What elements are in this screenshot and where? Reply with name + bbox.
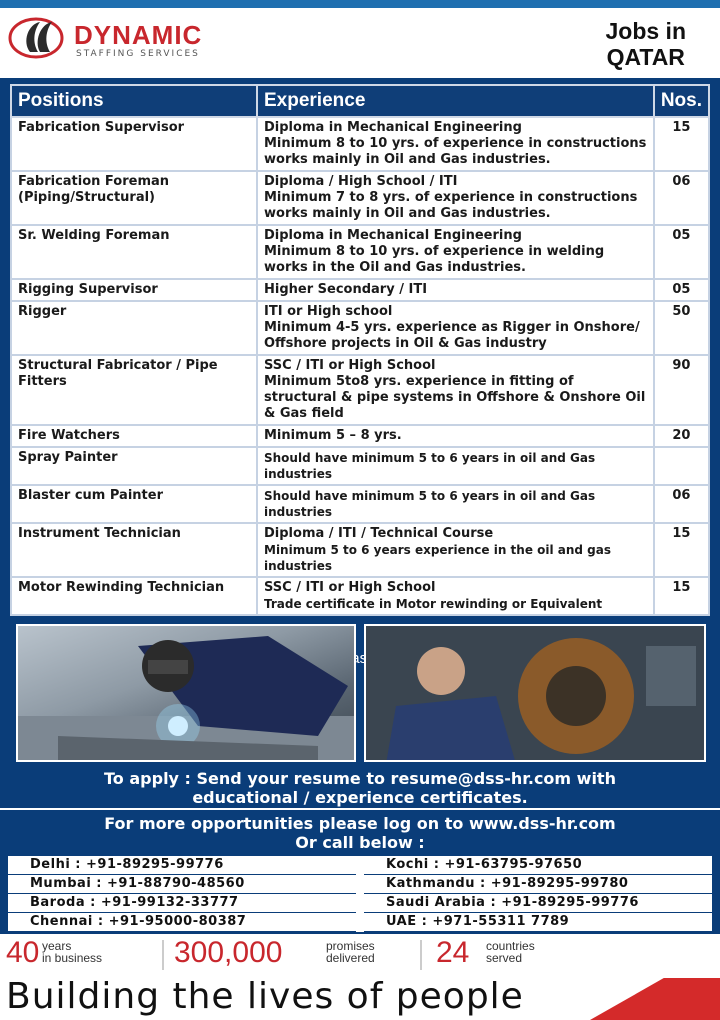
table-row [11, 301, 709, 355]
technician-photo [364, 624, 706, 762]
table-row [11, 425, 709, 447]
experience-qualification: Should have minimum 5 to 6 years in oil and Gas industries [264, 451, 596, 481]
experience-qualification: SSC / ITI or High School [264, 358, 436, 373]
jobs-title-line1: Jobs in [605, 18, 686, 44]
experience-detail: Minimum 8 to 10 yrs. of experience in constructions works mainly in Oil and Gas industries. [264, 136, 647, 167]
stat-divider [162, 940, 164, 970]
stat-countries-label-b: served [486, 951, 523, 965]
contact-chennai: Chennai : +91-95000-80387 [8, 913, 356, 932]
nos-cell: 15 [654, 577, 709, 615]
table-row [11, 225, 709, 279]
apply-line1: To apply : Send your resume to resume@dss-hr.com with [104, 769, 616, 788]
position-cell: Fabrication Supervisor [11, 117, 257, 171]
contacts-left [8, 856, 356, 932]
nos-cell: 90 [654, 355, 709, 425]
experience-qualification: Should have minimum 5 to 6 years in oil and Gas industries [264, 489, 596, 519]
table-row [11, 447, 709, 485]
stat-promises-label-b: delivered [326, 951, 375, 965]
experience-qualification: ITI or High school [264, 304, 393, 319]
experience-cell [257, 225, 654, 279]
nos-cell: 15 [654, 523, 709, 577]
experience-qualification: Diploma in Mechanical Engineering [264, 120, 522, 135]
welder-illustration [18, 626, 356, 762]
apply-banner [0, 768, 720, 808]
experience-detail: Minimum 5to8 yrs. experience in fitting of structural & pipe systems in Offshore & Onshore Oil & Gas field [264, 374, 646, 421]
stat-years-label [42, 940, 102, 964]
logo-subtitle: STAFFING SERVICES [76, 49, 200, 59]
table-header-row [11, 85, 709, 117]
welder-photo [16, 624, 356, 762]
logo-mark-icon [8, 16, 70, 60]
position-cell: Rigging Supervisor [11, 279, 257, 301]
experience-cell [257, 523, 654, 577]
fg-tech-text: as [351, 650, 368, 667]
position-cell: Spray Painter [11, 447, 257, 485]
jobs-location-title [605, 18, 686, 70]
experience-detail: Minimum 4-5 yrs. experience as Rigger in Onshore/ Offshore projects in Oil & Gas industry [264, 320, 640, 351]
experience-cell [257, 171, 654, 225]
experience-cell [257, 355, 654, 425]
stat-years-label-a: years [42, 939, 72, 953]
contacts-grid [8, 856, 712, 932]
header [0, 8, 720, 78]
tagline: Building the lives of people [6, 976, 524, 1017]
contact-delhi: Delhi : +91-89295-99776 [8, 856, 356, 875]
experience-qualification: Higher Secondary / ITI [264, 282, 428, 297]
experience-detail: Minimum 8 to 10 yrs. of experience in welding works in the Oil and Gas industries. [264, 244, 605, 275]
header-nos: Nos. [654, 85, 709, 117]
more-title [0, 810, 720, 852]
nos-cell: 06 [654, 485, 709, 523]
stat-years-number: 40 [6, 936, 40, 969]
nos-cell [654, 447, 709, 485]
nos-cell: 50 [654, 301, 709, 355]
position-cell: Fire Watchers [11, 425, 257, 447]
contact-saudi-arabia: Saudi Arabia : +91-89295-99776 [364, 894, 712, 913]
table-row [11, 577, 709, 615]
nos-cell: 05 [654, 225, 709, 279]
contact-kochi: Kochi : +91-63795-97650 [364, 856, 712, 875]
experience-qualification: Diploma in Mechanical Engineering [264, 228, 522, 243]
more-opportunities [0, 810, 720, 934]
nos-cell: 20 [654, 425, 709, 447]
contact-baroda: Baroda : +91-99132-33777 [8, 894, 356, 913]
experience-qualification: SSC / ITI or High School [264, 580, 436, 595]
positions-table [10, 84, 710, 616]
stat-divider [420, 940, 422, 970]
experience-qualification: Diploma / High School / ITI [264, 174, 458, 189]
experience-detail: Minimum 5 to 6 years experience in the oil and gas industries [264, 543, 612, 573]
jobs-title-line2: QATAR [606, 44, 685, 70]
apply-line2: educational / experience certificates. [192, 788, 528, 807]
company-logo [8, 14, 208, 74]
experience-qualification: Diploma / ITI / Technical Course [264, 526, 494, 541]
more-line2: Or call below : [295, 833, 425, 852]
technician-illustration [366, 626, 706, 762]
stat-promises-number: 300,000 [174, 936, 283, 969]
experience-cell [257, 577, 654, 615]
experience-cell [257, 447, 654, 485]
logo-title: DYNAMIC [74, 20, 203, 50]
table-row [11, 117, 709, 171]
table-row [11, 485, 709, 523]
experience-cell [257, 117, 654, 171]
experience-cell [257, 485, 654, 523]
stat-years-label-b: in business [42, 951, 103, 965]
experience-detail: Trade certificate in Motor rewinding or Equivalent [264, 597, 603, 611]
stat-promises-label [326, 940, 375, 964]
stat-countries-label-a: countries [486, 939, 535, 953]
experience-cell [257, 301, 654, 355]
position-cell: Motor Rewinding Technician [11, 577, 257, 615]
contact-kathmandu: Kathmandu : +91-89295-99780 [364, 875, 712, 894]
table-row [11, 523, 709, 577]
position-cell: Structural Fabricator / Pipe Fitters [11, 355, 257, 425]
stat-countries-number: 24 [436, 936, 470, 969]
experience-qualification: Minimum 5 – 8 yrs. [264, 428, 402, 443]
stats-bar [0, 934, 720, 978]
table-row [11, 279, 709, 301]
top-accent-bar [0, 0, 720, 8]
experience-cell [257, 279, 654, 301]
position-cell: Rigger [11, 301, 257, 355]
contact-uae: UAE : +971-55311 7789 [364, 913, 712, 932]
table-row [11, 171, 709, 225]
nos-cell: 15 [654, 117, 709, 171]
stat-countries-label [486, 940, 535, 964]
position-cell: Fabrication Foreman (Piping/Structural) [11, 171, 257, 225]
contacts-right [364, 856, 712, 932]
stat-promises-label-a: promises [326, 939, 375, 953]
nos-cell: 05 [654, 279, 709, 301]
contact-mumbai: Mumbai : +91-88790-48560 [8, 875, 356, 894]
more-line1: For more opportunities please log on to www.dss-hr.com [104, 814, 616, 833]
header-positions: Positions [11, 85, 257, 117]
experience-cell [257, 425, 654, 447]
table-row [11, 355, 709, 425]
position-cell: Sr. Welding Foreman [11, 225, 257, 279]
header-experience: Experience [257, 85, 654, 117]
position-cell: Instrument Technician [11, 523, 257, 577]
nos-cell: 06 [654, 171, 709, 225]
position-cell: Blaster cum Painter [11, 485, 257, 523]
experience-detail: Minimum 7 to 8 yrs. of experience in constructions works mainly in Oil and Gas industries. [264, 190, 638, 221]
